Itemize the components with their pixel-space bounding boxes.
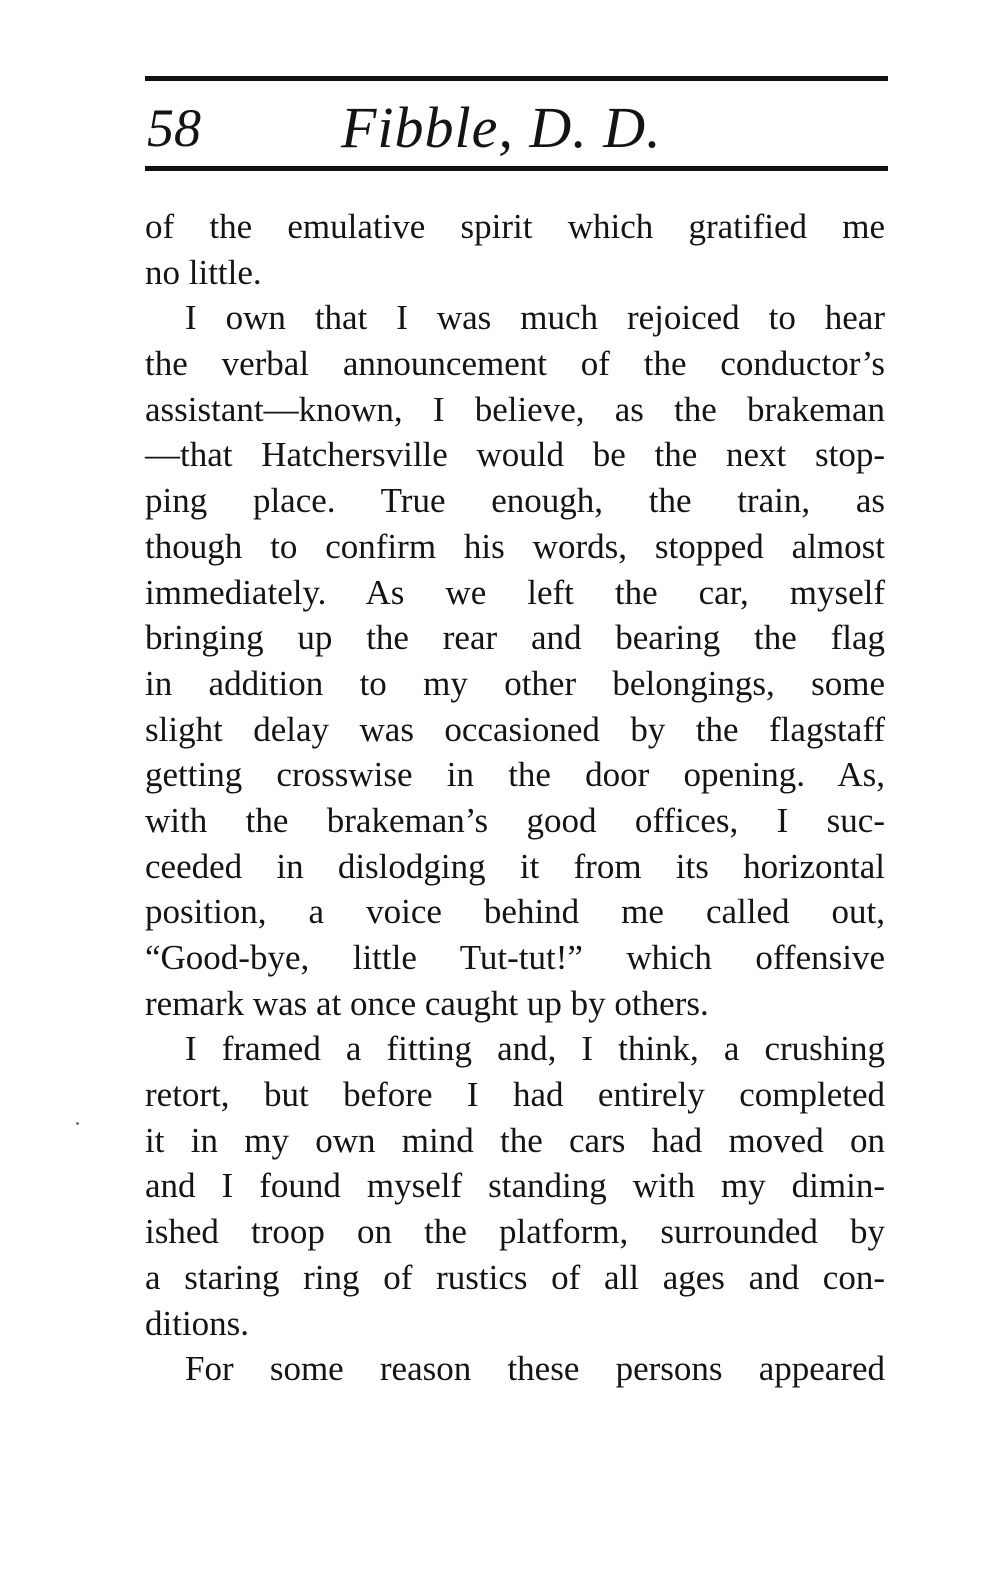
text-line: remark was at once caught up by others. <box>145 983 709 1023</box>
text-line: of the emulative spirit which gratified me <box>145 207 885 246</box>
page-body <box>145 204 885 1392</box>
running-head-title: Fibble, D. D. <box>341 95 662 160</box>
text-line: immediately. As we left the car, myself <box>145 572 885 612</box>
text-line: getting crosswise in the door opening. As, <box>145 755 885 795</box>
paragraph-persons <box>145 1346 885 1392</box>
page-header <box>145 92 888 164</box>
text-line: with the brakeman’s good offices, I suc- <box>145 800 885 840</box>
text-line: a staring ring of rustics of all ages and con- <box>145 1257 885 1297</box>
scan-speck <box>76 1122 79 1125</box>
page-number: 58 <box>147 98 201 158</box>
text-line: retort, but before I had entirely completed <box>145 1075 885 1115</box>
text-line: slight delay was occasioned by the flagstaff <box>145 709 885 749</box>
text-line: though to confirm his words, stopped almost <box>145 526 885 566</box>
text-line: position, a voice behind me called out, <box>145 892 885 932</box>
header-rule-bottom <box>145 166 888 171</box>
paragraph-brakeman <box>145 295 885 1026</box>
text-line: ping place. True enough, the train, as <box>145 481 885 521</box>
text-line: ceeded in dislodging it from its horizontal <box>145 846 885 886</box>
text-line: ditions. <box>145 1303 250 1343</box>
text-line: “Good-bye, little Tut-tut!” which offensive <box>145 938 885 977</box>
header-rule-top <box>145 76 888 81</box>
text-line: ished troop on the platform, surrounded by <box>145 1212 885 1252</box>
paragraph-retort <box>145 1026 885 1346</box>
text-line: bringing up the rear and bearing the flag <box>145 618 885 658</box>
text-line: it in my own mind the cars had moved on <box>145 1120 885 1160</box>
text-line: I own that I was much rejoiced to hear <box>185 298 885 338</box>
paragraph-continuation <box>145 204 885 295</box>
text-line: assistant—known, I believe, as the brakeman <box>145 389 885 429</box>
text-line: no little. <box>145 252 262 292</box>
text-line: the verbal announcement of the conductor’s <box>145 344 885 384</box>
text-line: For some reason these persons appeared <box>185 1349 885 1389</box>
text-line: —that Hatchersville would be the next stop- <box>145 435 885 475</box>
text-line: I framed a fitting and, I think, a crushing <box>185 1029 885 1069</box>
text-line: and I found myself standing with my dimin- <box>145 1166 885 1206</box>
text-line: in addition to my other belongings, some <box>145 663 885 703</box>
